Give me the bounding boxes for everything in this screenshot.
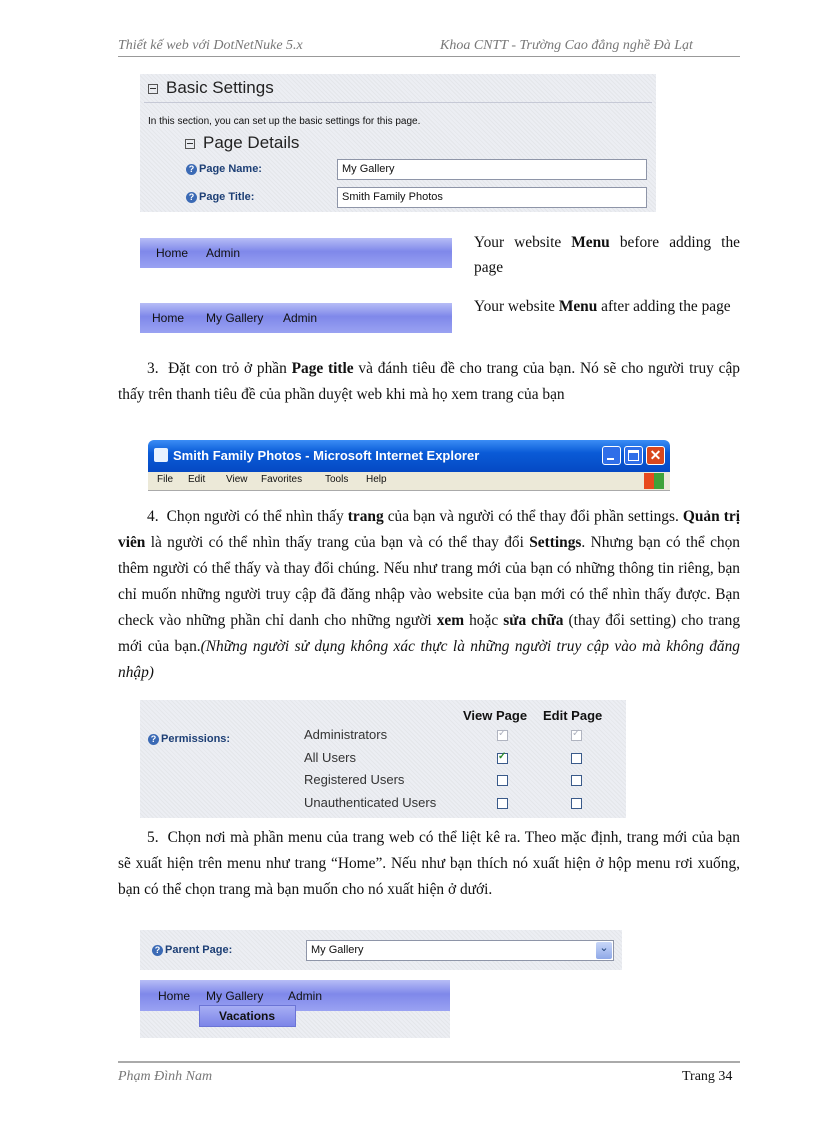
menu-bar-after (140, 303, 452, 333)
basic-settings-desc: In this section, you can set up the basic settings for this page. (148, 116, 421, 127)
menu-item-my-gallery[interactable]: My Gallery (206, 311, 264, 325)
step5-paragraph: 5. Chọn nơi mà phần menu của trang web có thể liệt kê ra. Theo mặc định, trang mới của bạn sẽ xuất hiện trên menu như trang “Home”. Nếu như bạn thích nó xuất hiện ở hộp menu rơi xuống, bạn có thể chọn trang mà bạn muốn cho nó xuất hiện ở dưới. (118, 829, 740, 898)
collapse-icon[interactable] (185, 139, 195, 149)
maximize-button[interactable] (624, 446, 643, 465)
step4-paragraph: 4. Chọn người có thể nhìn thấy trang của bạn và người có thể thay đổi phần settings. Quản trị viên là người có thể nhìn thấy trang của bạn và có thể thay đổi Settings. Nhưng bạn có thể chọn thêm người có thể thấy và thay đổi chúng. Nếu như trang mới của bạn có những thông tin riêng, bạn chỉ muốn những người truy cập đã đăng nhập vào website của bạn mới có thể nhìn thấy được. Bạn check vào những phần chỉ danh cho những người xem hoặc sửa chữa (thay đổi setting) cho trang mới của bạn.(Những người sử dụng không xác thực là những người truy cập vào mà không đăng nhập) (118, 508, 741, 681)
help-icon[interactable]: ? (152, 945, 163, 956)
checkbox-unauth-edit[interactable] (571, 798, 582, 809)
page-title-label: ? Page Title: (186, 191, 254, 203)
page-name-input[interactable]: My Gallery (337, 159, 647, 180)
permissions-panel (140, 700, 626, 818)
menu-item-admin[interactable]: Admin (283, 311, 318, 325)
checkbox-admin-view[interactable]: ✓ (498, 728, 507, 739)
header-rule (118, 56, 740, 57)
page-details-heading[interactable]: Page Details (185, 133, 299, 153)
close-button[interactable]: ✕ (646, 446, 665, 465)
ie-menu-tools[interactable]: Tools (325, 474, 349, 485)
checkbox-all-users-view[interactable]: ✓ (498, 751, 507, 762)
ie-app-icon (154, 448, 168, 462)
checkbox-registered-view[interactable] (497, 775, 508, 786)
menu-item-home[interactable]: Home (158, 989, 191, 1003)
menu-bar-before (140, 238, 452, 268)
permissions-label: ? Permissions: (148, 733, 230, 745)
ie-menu-file[interactable]: File (157, 474, 174, 485)
ie-window (148, 440, 670, 490)
footer-author: Phạm Đình Nam (118, 1069, 213, 1084)
caption-before: Your website Menu before adding the page (474, 234, 740, 276)
ie-menu-bar (148, 472, 670, 491)
submenu-item-vacations[interactable]: Vacations (219, 1009, 276, 1023)
page-name-label: ? Page Name: (186, 163, 262, 175)
menu-item-home[interactable]: Home (156, 246, 189, 260)
ie-menu-edit[interactable]: Edit (188, 474, 206, 485)
menu-item-admin[interactable]: Admin (206, 246, 241, 260)
caption-after: Your website Menu after adding the page (474, 298, 731, 315)
role-unauthenticated-users: Unauthenticated Users (304, 795, 437, 810)
ie-window-title: Smith Family Photos - Microsoft Internet Explorer (173, 448, 480, 463)
footer-rule (118, 1061, 740, 1063)
windows-logo-icon (644, 473, 664, 489)
help-icon[interactable]: ? (186, 192, 197, 203)
step3-paragraph: 3. Đặt con trỏ ở phần Page title và đánh tiêu đề cho trang của bạn. Nó sẽ cho người truy cập thấy trên thanh tiêu đề của phần duyệt web khi mà họ xem trang của bạn (118, 360, 740, 403)
footer-page-number: Trang 34 (682, 1069, 733, 1084)
ie-title-bar (148, 440, 670, 472)
submenu-dropdown (199, 1005, 296, 1027)
menu-item-home[interactable]: Home (152, 311, 185, 325)
help-icon[interactable]: ? (148, 734, 159, 745)
help-icon[interactable]: ? (186, 164, 197, 175)
page-title-input[interactable]: Smith Family Photos (337, 187, 647, 208)
section-divider (144, 102, 652, 103)
header-right: Khoa CNTT - Trường Cao đẳng nghề Đà Lạt (440, 38, 693, 53)
parent-page-select[interactable]: My Gallery ⌄ (306, 940, 614, 961)
basic-settings-panel (140, 74, 656, 212)
collapse-icon[interactable] (148, 84, 158, 94)
checkbox-all-users-edit[interactable] (571, 753, 582, 764)
menu-item-my-gallery[interactable]: My Gallery (206, 989, 264, 1003)
basic-settings-heading[interactable]: Basic Settings (148, 78, 274, 98)
checkbox-registered-edit[interactable] (571, 775, 582, 786)
col-view-page: View Page (463, 708, 528, 723)
ie-menu-favorites[interactable]: Favorites (261, 474, 303, 485)
menu-submenu-panel (140, 980, 450, 1038)
parent-page-label: ? Parent Page: (152, 944, 232, 956)
role-all-users: All Users (304, 750, 357, 765)
ie-menu-help[interactable]: Help (366, 474, 387, 485)
checkbox-unauth-view[interactable] (497, 798, 508, 809)
minimize-button[interactable] (602, 446, 621, 465)
header-left: Thiết kế web với DotNetNuke 5.x (118, 38, 303, 53)
menu-item-admin[interactable]: Admin (288, 989, 323, 1003)
parent-page-panel (140, 930, 622, 970)
checkbox-admin-edit[interactable]: ✓ (572, 728, 581, 739)
role-registered-users: Registered Users (304, 772, 405, 787)
role-administrators: Administrators (304, 727, 388, 742)
ie-menu-view[interactable]: View (226, 474, 248, 485)
col-edit-page: Edit Page (543, 708, 603, 723)
chevron-down-icon[interactable]: ⌄ (596, 942, 612, 959)
